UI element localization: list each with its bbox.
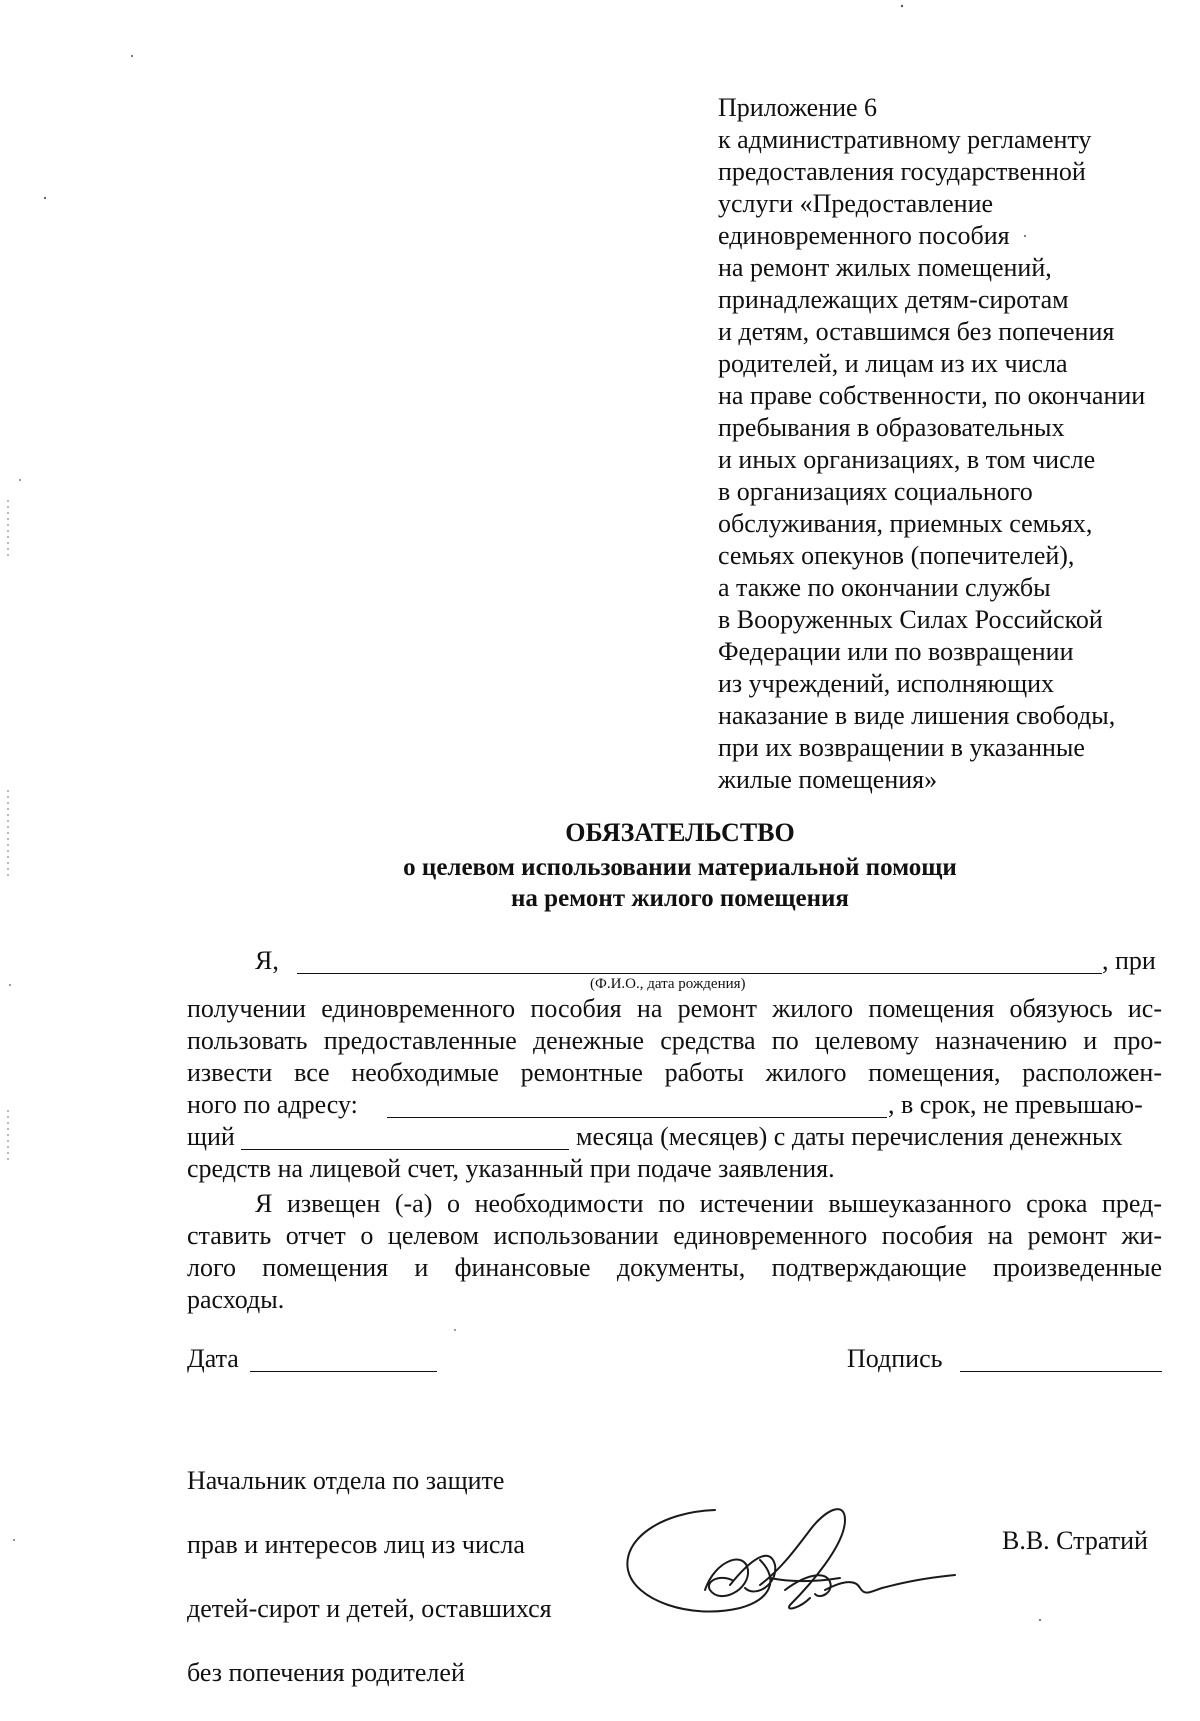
- appendix-line: из учреждений, исполняющих: [718, 669, 1055, 698]
- body-line: пользовать предоставленные денежные средства по целевому назначению и про-: [187, 1026, 1162, 1055]
- subtitle-line: на ремонт жилого помещения: [511, 885, 849, 912]
- appendix-line: услуги «Предоставление: [718, 189, 994, 218]
- official-position-line: прав и интересов лиц из числа: [187, 1530, 525, 1559]
- appendix-line: и иных организациях, в том числе: [718, 445, 1096, 474]
- signature-label: Подпись: [847, 1344, 943, 1373]
- subtitle-line: о целевом использовании материальной помощи: [403, 854, 957, 881]
- body-line: Я извещен (-а) о необходимости по истечении вышеуказанного срока пред-: [255, 1189, 1162, 1218]
- appendix-line: семьях опекунов (попечителей),: [718, 541, 1075, 570]
- appendix-line: при их возвращении в указанные: [718, 733, 1085, 762]
- term-prefix: щий: [187, 1122, 235, 1151]
- term-label: , в срок, не превышаю-: [888, 1090, 1143, 1119]
- fio-caption: (Ф.И.О., дата рождения): [590, 976, 746, 992]
- official-name: В.В. Стратий: [1002, 1526, 1148, 1555]
- appendix-line: жилые помещения»: [718, 765, 938, 794]
- appendix-line: предоставления государственной: [718, 157, 1086, 186]
- body-line: получении единовременного пособия на ремонт жилого помещения обязуюсь ис-: [187, 994, 1162, 1023]
- appendix-line: а также по окончании службы: [718, 573, 1051, 602]
- appendix-line: Федерации или по возвращении: [718, 637, 1074, 666]
- appendix-line: принадлежащих детям-сиротам: [718, 285, 1069, 314]
- appendix-line: обслуживания, приемных семьях,: [718, 509, 1093, 538]
- document-title: ОБЯЗАТЕЛЬСТВО: [565, 818, 795, 847]
- body-line: расходы.: [187, 1285, 285, 1314]
- address-label: ного по адресу:: [187, 1090, 358, 1119]
- official-position-line: Начальник отдела по защите: [187, 1466, 505, 1495]
- appendix-line: наказание в виде лишения свободы,: [718, 701, 1116, 730]
- official-position-line: без попечения родителей: [187, 1658, 465, 1687]
- appendix-line: к административному регламенту: [718, 125, 1092, 154]
- months-label: месяца (месяцев) с даты перечисления денежных: [576, 1122, 1123, 1151]
- appendix-line: в Вооруженных Силах Российской: [718, 605, 1103, 634]
- body-line: лого помещения и финансовые документы, подтверждающие произведенные: [187, 1253, 1162, 1282]
- body-line: ставить отчет о целевом использовании единовременного пособия на ремонт жи-: [187, 1221, 1162, 1250]
- body-line: извести все необходимые ремонтные работы жилого помещения, расположен-: [187, 1058, 1162, 1087]
- pronoun-text: Я,: [255, 946, 279, 975]
- body-line-fio-end: , при: [1102, 946, 1156, 975]
- appendix-line: на праве собственности, по окончании: [718, 381, 1146, 410]
- appendix-line: и детям, оставшимся без попечения: [718, 317, 1115, 346]
- appendix-line: Приложение 6: [718, 93, 878, 122]
- appendix-line: на ремонт жилых помещений,: [718, 253, 1052, 282]
- appendix-line: пребывания в образовательных: [718, 413, 1065, 442]
- body-line: средств на лицевой счет, указанный при подаче заявления.: [187, 1154, 835, 1183]
- appendix-line: в организациях социального: [718, 477, 1033, 506]
- appendix-line: единовременного пособия: [718, 221, 1010, 250]
- date-label: Дата: [187, 1344, 239, 1373]
- official-position-line: детей-сирот и детей, оставшихся: [187, 1594, 552, 1623]
- appendix-line: родителей, и лицам из их числа: [718, 349, 1068, 378]
